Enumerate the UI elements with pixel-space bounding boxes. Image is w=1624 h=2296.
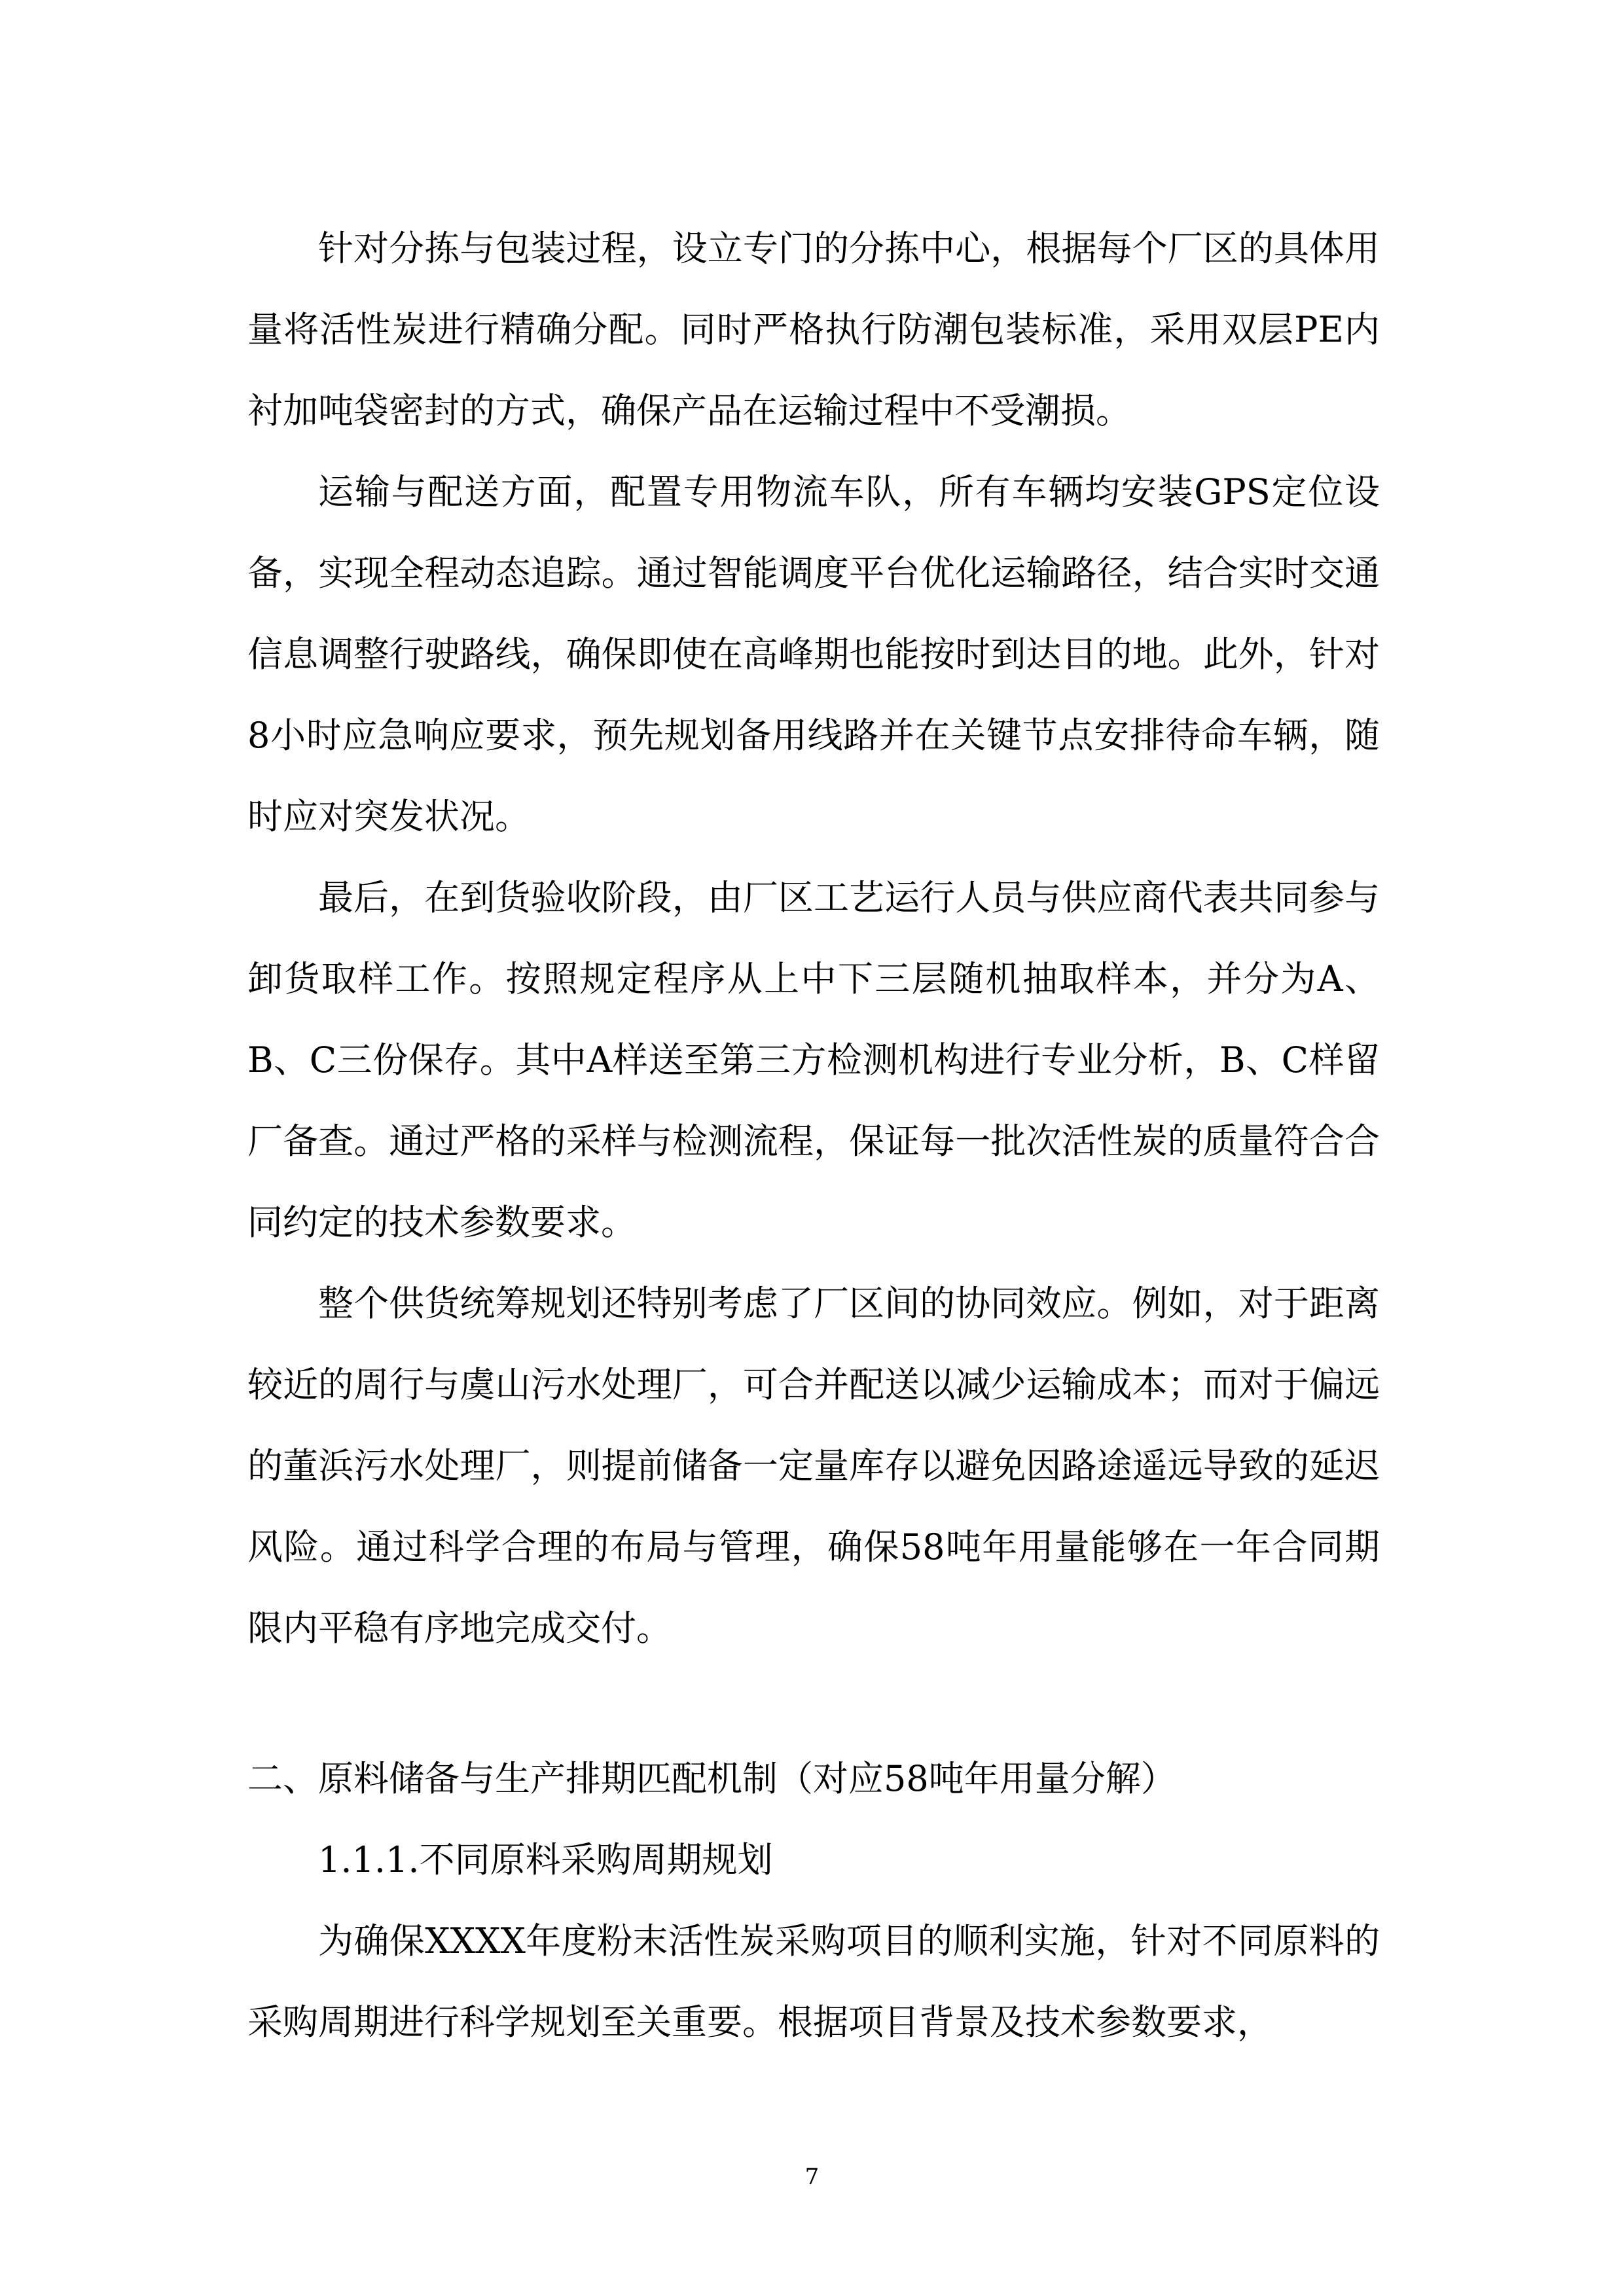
paragraph-transport-delivery: 运输与配送方面，配置专用物流车队，所有车辆均安装GPS定位设备，实现全程动态追踪。通过智能调度平台优化运输路径，结合实时交通信息调整行驶路线，确保即使在高峰期也能按时到达目的地。此外，针对8小时应急响应要求，预先规划备用线路并在关键节点安排待命车辆，随时应对突发状况。 (247, 471, 1380, 837)
page-number: 7 (804, 2164, 820, 2190)
section-heading: 二、原料储备与生产排期匹配机制（对应58吨年用量分解） (247, 1758, 1176, 1799)
paragraph-sorting-packaging: 针对分拣与包装过程，设立专门的分拣中心，根据每个厂区的具体用量将活性炭进行精确分配。同时严格执行防潮包装标准，采用双层PE内衬加吨袋密封的方式，确保产品在运输过程中不受潮损。 (247, 228, 1380, 431)
section-spacer (247, 1669, 1380, 1738)
paragraph-coordination-planning: 整个供货统筹规划还特别考虑了厂区间的协同效应。例如，对于距离较近的周行与虞山污水处理厂，可合并配送以减少运输成本；而对于偏远的董浜污水处理厂，则提前储备一定量库存以避免因路途遥远导致的延迟风险。通过科学合理的布局与管理，确保58吨年用量能够在一年合同期限内平稳有序地完成交付。 (247, 1283, 1380, 1649)
paragraph-procurement-cycle: 为确保XXXX年度粉末活性炭采购项目的顺利实施，针对不同原料的采购周期进行科学规划至关重要。根据项目背景及技术参数要求， (247, 1920, 1380, 2043)
paragraph-acceptance-sampling: 最后，在到货验收阶段，由厂区工艺运行人员与供应商代表共同参与卸货取样工作。按照规定程序从上中下三层随机抽取样本，并分为A、B、C三份保存。其中A样送至第三方检测机构进行专业分析，B、C样留厂备查。通过严格的采样与检测流程，保证每一批次活性炭的质量符合合同约定的技术参数要求。 (247, 877, 1380, 1243)
body-text (247, 208, 1380, 2063)
subsection-heading: 1.1.1.不同原料采购周期规划 (318, 1839, 773, 1880)
